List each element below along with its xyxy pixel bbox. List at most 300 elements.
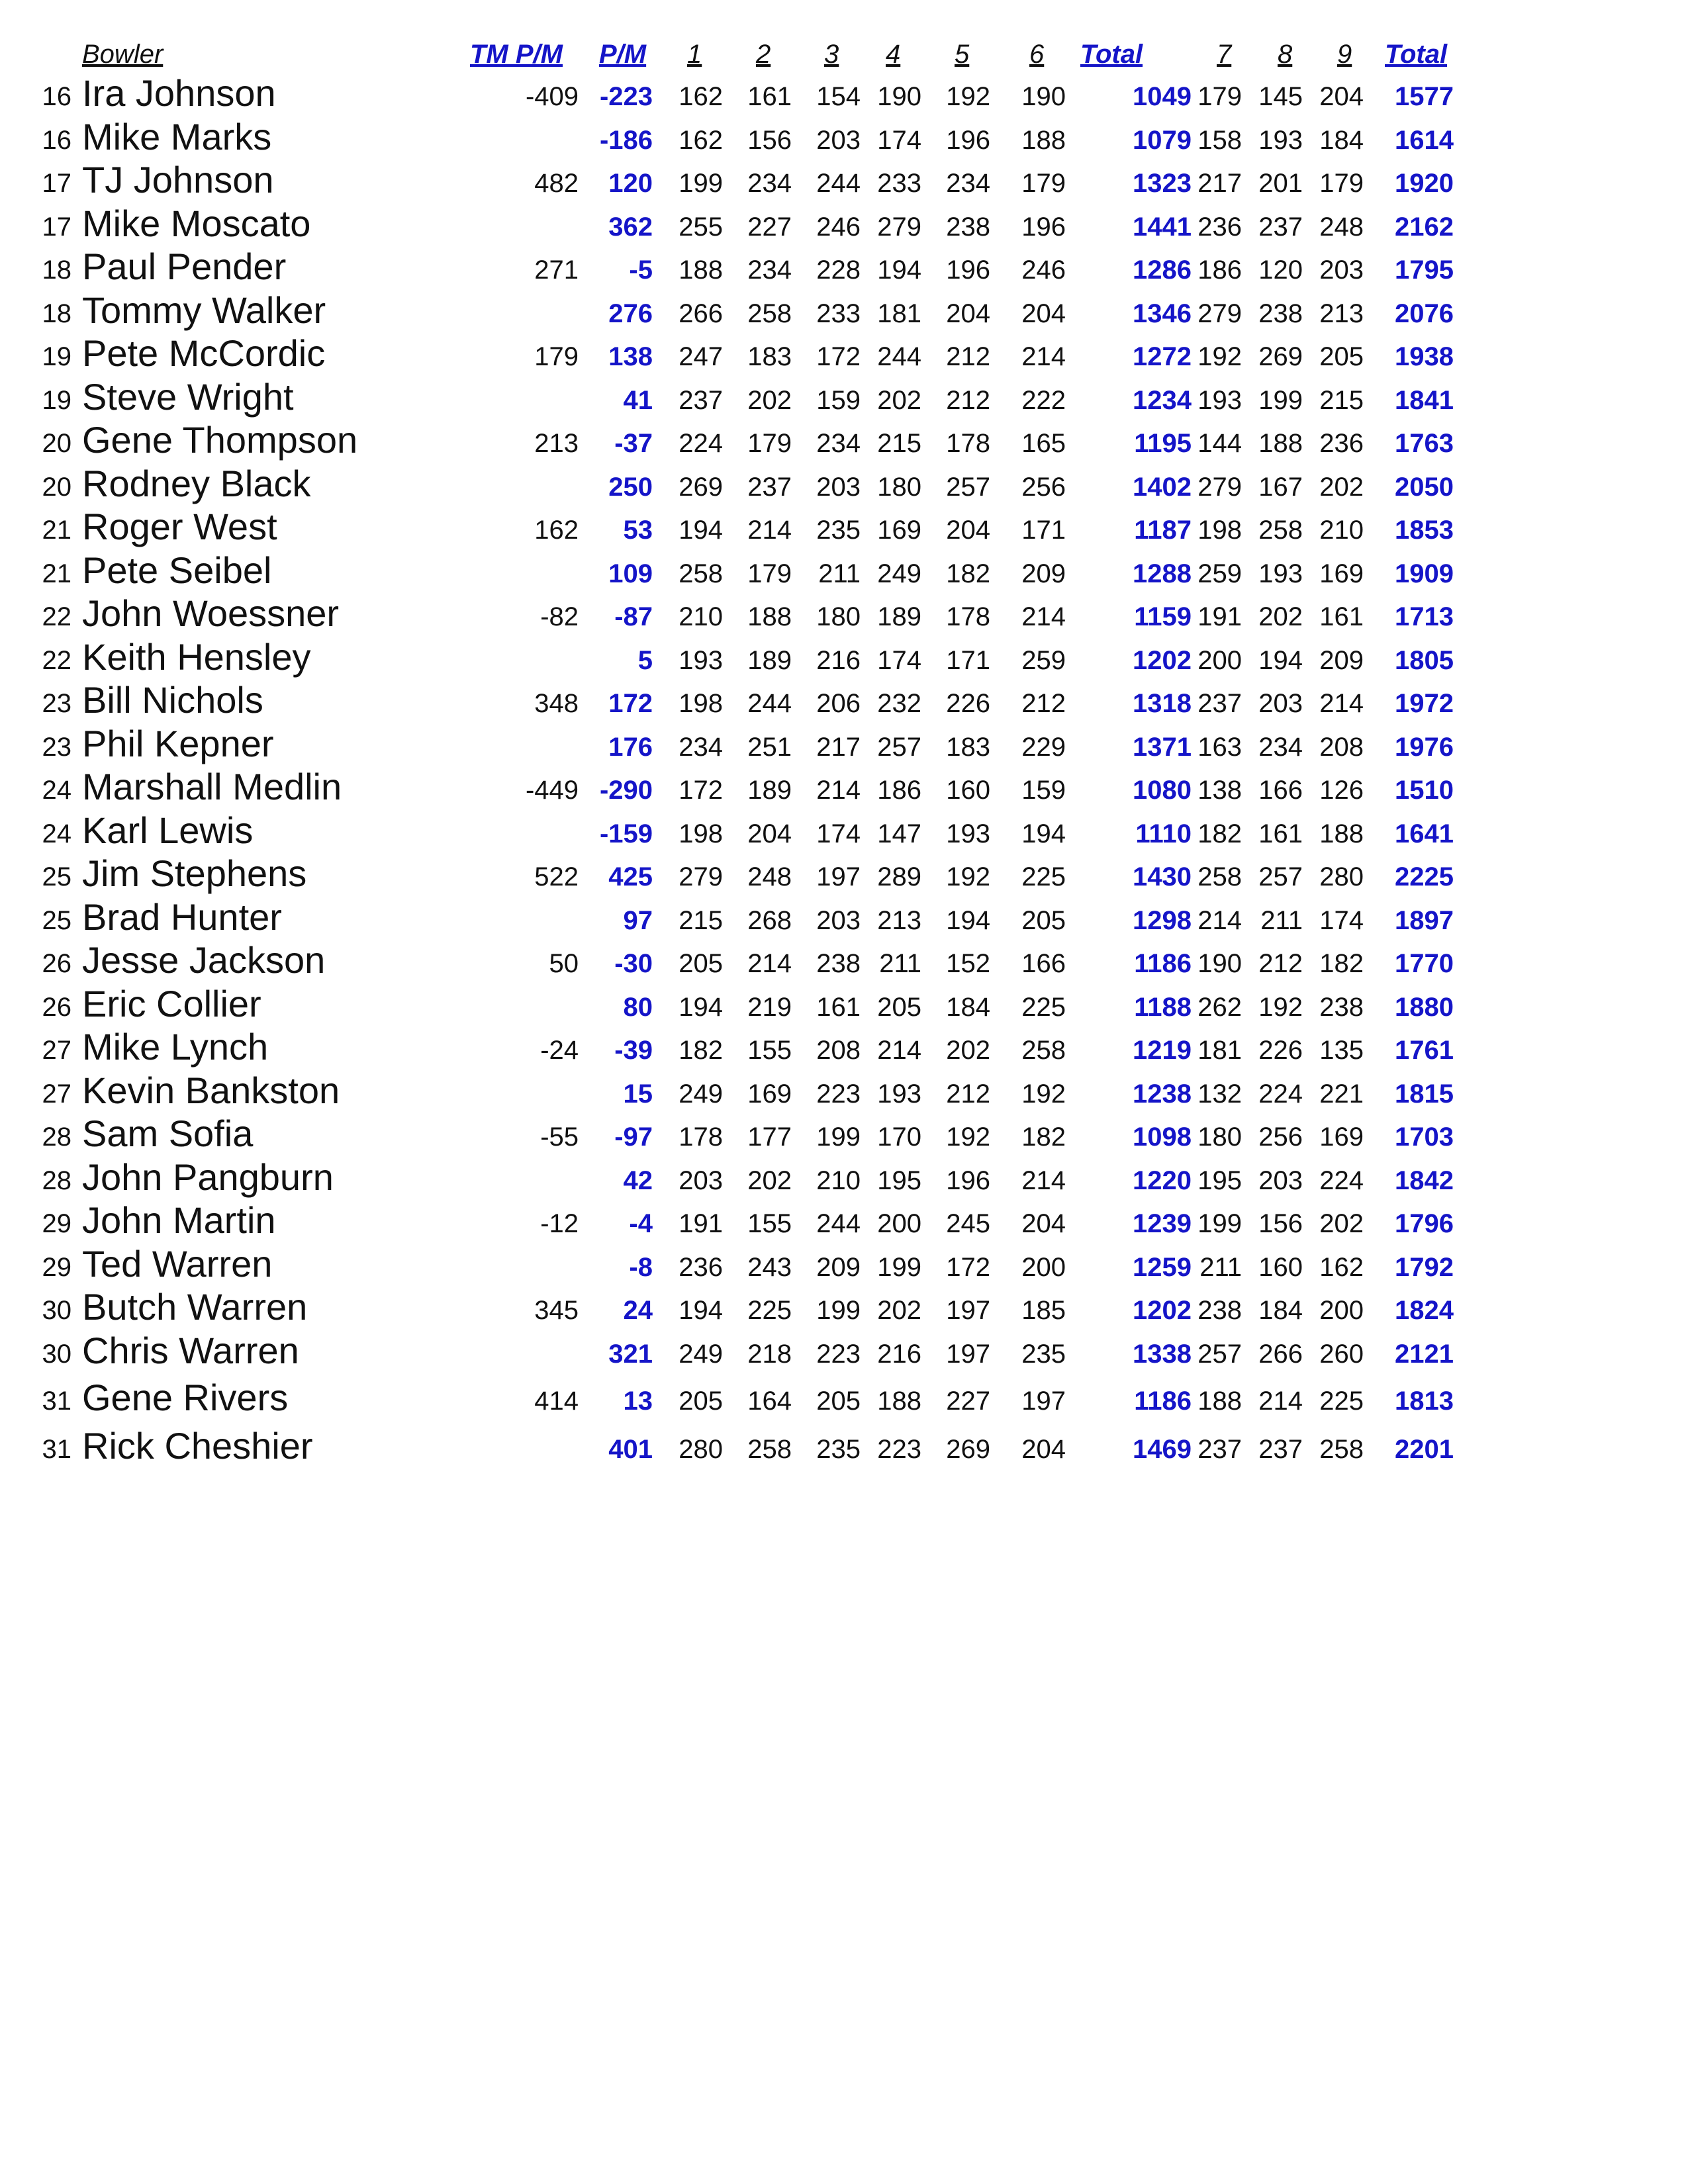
table-row (0, 940, 1688, 983)
row-game-4: 170 (877, 1122, 921, 1152)
row-plus-minus: -5 (629, 255, 653, 285)
row-game-8: 145 (1258, 82, 1303, 111)
row-game-5: 182 (946, 559, 990, 588)
row-game-6: 197 (1021, 1387, 1066, 1416)
row-game-8: 166 (1258, 776, 1303, 805)
row-game-7: 182 (1197, 819, 1242, 848)
row-game-3: 206 (816, 689, 861, 718)
row-bowler-name: Bill Nichols (82, 679, 263, 721)
row-game-7: 180 (1197, 1122, 1242, 1152)
row-game-4: 257 (877, 732, 921, 762)
row-game-1: 279 (679, 862, 723, 891)
row-game-6: 204 (1021, 1434, 1066, 1464)
row-game-3: 203 (816, 472, 861, 502)
row-game-8: 193 (1258, 559, 1303, 588)
row-game-5: 197 (946, 1296, 990, 1325)
row-game-6: 182 (1021, 1122, 1066, 1152)
row-game-2: 156 (747, 125, 792, 155)
row-team-plus-minus: 345 (534, 1296, 579, 1325)
row-game-7: 257 (1197, 1339, 1242, 1369)
row-total-nine: 1641 (1395, 819, 1454, 848)
row-game-1: 172 (679, 776, 723, 805)
row-game-2: 204 (747, 819, 792, 848)
row-game-1: 236 (679, 1252, 723, 1282)
row-game-5: 152 (946, 949, 990, 978)
row-game-4: 174 (877, 645, 921, 675)
row-game-7: 237 (1197, 1434, 1242, 1464)
row-game-7: 238 (1197, 1296, 1242, 1325)
row-game-6: 209 (1021, 559, 1066, 588)
row-rank: 18 (42, 298, 71, 328)
row-game-1: 205 (679, 949, 723, 978)
row-game-4: 249 (877, 559, 921, 588)
row-bowler-name: Marshall Medlin (82, 766, 342, 807)
row-game-1: 162 (679, 82, 723, 111)
row-total-six: 1371 (1133, 732, 1192, 762)
row-game-4: 213 (877, 905, 921, 935)
row-game-4: 190 (877, 82, 921, 111)
row-team-plus-minus: 50 (549, 949, 579, 978)
row-game-9: 174 (1319, 905, 1364, 935)
row-game-4: 199 (877, 1252, 921, 1282)
row-bowler-name: Eric Collier (82, 982, 261, 1024)
row-plus-minus: 176 (608, 732, 653, 762)
row-game-4: 232 (877, 689, 921, 718)
row-rank: 21 (42, 516, 71, 545)
row-game-4: 181 (877, 298, 921, 328)
table-row (0, 680, 1688, 723)
row-game-5: 226 (946, 689, 990, 718)
row-game-1: 205 (679, 1387, 723, 1416)
row-bowler-name: Rick Cheshier (82, 1424, 313, 1467)
row-game-6: 214 (1021, 1165, 1066, 1195)
row-game-3: 208 (816, 1036, 861, 1065)
row-game-5: 234 (946, 169, 990, 198)
row-bowler-name: TJ Johnson (82, 159, 274, 201)
row-game-6: 212 (1021, 689, 1066, 718)
row-total-nine: 1897 (1395, 905, 1454, 935)
row-game-8: 120 (1258, 255, 1303, 285)
row-game-6: 179 (1021, 169, 1066, 198)
row-game-1: 194 (679, 992, 723, 1022)
row-total-six: 1238 (1133, 1079, 1192, 1109)
row-game-1: 224 (679, 429, 723, 458)
row-total-six: 1049 (1133, 82, 1192, 111)
row-game-1: 249 (679, 1339, 723, 1369)
row-game-1: 191 (679, 1209, 723, 1238)
row-total-nine: 2225 (1395, 862, 1454, 891)
row-game-4: 147 (877, 819, 921, 848)
header-game-8: 8 (1278, 40, 1293, 69)
row-bowler-name: Mike Lynch (82, 1026, 269, 1068)
row-game-3: 228 (816, 255, 861, 285)
row-plus-minus: 41 (623, 385, 653, 415)
row-game-2: 237 (747, 472, 792, 502)
row-game-5: 204 (946, 298, 990, 328)
row-game-8: 188 (1258, 429, 1303, 458)
table-row (0, 506, 1688, 550)
row-rank: 28 (42, 1122, 71, 1152)
table-row (0, 203, 1688, 247)
table-row (0, 810, 1688, 854)
row-game-1: 188 (679, 255, 723, 285)
row-plus-minus: 109 (608, 559, 653, 588)
row-game-9: 179 (1319, 169, 1364, 198)
row-game-6: 165 (1021, 429, 1066, 458)
row-game-2: 161 (747, 82, 792, 111)
row-bowler-name: Karl Lewis (82, 809, 254, 851)
row-game-8: 160 (1258, 1252, 1303, 1282)
row-game-2: 251 (747, 732, 792, 762)
row-total-six: 1234 (1133, 385, 1192, 415)
row-game-4: 200 (877, 1209, 921, 1238)
table-row (0, 377, 1688, 420)
row-game-2: 214 (747, 516, 792, 545)
row-rank: 26 (42, 992, 71, 1022)
row-game-4: 211 (879, 949, 921, 978)
header-game-9: 9 (1337, 40, 1352, 69)
row-rank: 30 (42, 1339, 71, 1369)
row-game-7: 211 (1199, 1252, 1242, 1282)
row-game-7: 259 (1197, 559, 1242, 588)
header-game-6: 6 (1029, 40, 1045, 69)
row-game-5: 238 (946, 212, 990, 242)
row-plus-minus: -30 (614, 949, 653, 978)
header-game-1: 1 (687, 40, 702, 69)
row-game-8: 238 (1258, 298, 1303, 328)
row-total-six: 1338 (1133, 1339, 1192, 1369)
row-game-5: 212 (946, 1079, 990, 1109)
row-game-3: 172 (816, 342, 861, 371)
row-rank: 23 (42, 732, 71, 762)
row-plus-minus: 138 (608, 342, 653, 371)
row-game-9: 280 (1319, 862, 1364, 891)
row-game-2: 188 (747, 602, 792, 631)
row-rank: 26 (42, 949, 71, 978)
row-game-1: 198 (679, 689, 723, 718)
row-game-7: 181 (1197, 1036, 1242, 1065)
row-total-nine: 1703 (1395, 1122, 1454, 1152)
row-plus-minus: 172 (608, 689, 653, 718)
row-total-nine: 1805 (1395, 645, 1454, 675)
row-total-nine: 1815 (1395, 1079, 1454, 1109)
row-total-six: 1186 (1134, 1387, 1192, 1416)
row-game-3: 235 (816, 516, 861, 545)
row-total-six: 1219 (1133, 1036, 1192, 1065)
row-team-plus-minus: 162 (534, 516, 579, 545)
row-total-six: 1187 (1134, 516, 1192, 545)
row-game-6: 246 (1021, 255, 1066, 285)
row-plus-minus: 53 (623, 516, 653, 545)
row-game-1: 193 (679, 645, 723, 675)
row-rank: 23 (42, 689, 71, 718)
row-team-plus-minus: -55 (540, 1122, 579, 1152)
row-game-1: 215 (679, 905, 723, 935)
row-game-7: 199 (1197, 1209, 1242, 1238)
row-total-six: 1110 (1135, 819, 1192, 848)
row-game-3: 205 (816, 1387, 861, 1416)
row-game-3: 154 (816, 82, 861, 111)
row-plus-minus: 120 (608, 169, 653, 198)
row-game-6: 194 (1021, 819, 1066, 848)
row-game-1: 269 (679, 472, 723, 502)
row-game-2: 244 (747, 689, 792, 718)
row-game-7: 237 (1197, 689, 1242, 718)
row-game-5: 202 (946, 1036, 990, 1065)
row-game-5: 197 (946, 1339, 990, 1369)
row-game-5: 192 (946, 1122, 990, 1152)
table-row (0, 593, 1688, 637)
row-total-nine: 1763 (1395, 429, 1454, 458)
row-game-8: 212 (1258, 949, 1303, 978)
row-game-9: 209 (1319, 645, 1364, 675)
row-game-4: 188 (877, 1387, 921, 1416)
row-game-1: 247 (679, 342, 723, 371)
row-plus-minus: 15 (623, 1079, 653, 1109)
table-row (0, 463, 1688, 507)
table-row (0, 246, 1688, 290)
row-rank: 31 (42, 1434, 71, 1464)
row-game-2: 248 (747, 862, 792, 891)
row-game-2: 189 (747, 645, 792, 675)
row-game-8: 194 (1258, 645, 1303, 675)
table-row (0, 550, 1688, 594)
table-row (0, 853, 1688, 897)
row-rank: 25 (42, 862, 71, 891)
header-game-2: 2 (756, 40, 771, 69)
row-game-4: 233 (877, 169, 921, 198)
row-game-6: 229 (1021, 732, 1066, 762)
row-game-1: 194 (679, 1296, 723, 1325)
row-team-plus-minus: -24 (540, 1036, 579, 1065)
row-game-6: 159 (1021, 776, 1066, 805)
row-game-6: 222 (1021, 385, 1066, 415)
row-total-six: 1469 (1133, 1434, 1192, 1464)
row-plus-minus: 425 (608, 862, 653, 891)
row-game-9: 126 (1319, 776, 1364, 805)
row-game-5: 196 (946, 125, 990, 155)
row-game-3: 161 (816, 992, 861, 1022)
row-game-2: 258 (747, 1434, 792, 1464)
row-game-7: 158 (1197, 125, 1242, 155)
row-game-6: 259 (1021, 645, 1066, 675)
row-game-5: 269 (946, 1434, 990, 1464)
row-game-5: 171 (946, 645, 990, 675)
row-rank: 17 (42, 212, 71, 242)
row-game-5: 257 (946, 472, 990, 502)
row-game-3: 199 (816, 1122, 861, 1152)
row-team-plus-minus: 213 (534, 429, 579, 458)
row-rank: 27 (42, 1079, 71, 1109)
row-game-3: 199 (816, 1296, 861, 1325)
row-total-nine: 1510 (1395, 776, 1454, 805)
row-bowler-name: Paul Pender (82, 246, 287, 287)
row-game-5: 178 (946, 602, 990, 631)
row-total-six: 1286 (1133, 255, 1192, 285)
row-plus-minus: -97 (614, 1122, 653, 1152)
row-total-six: 1318 (1133, 689, 1192, 718)
header-game-5: 5 (955, 40, 970, 69)
row-bowler-name: Butch Warren (82, 1286, 308, 1328)
row-rank: 18 (42, 255, 71, 285)
row-plus-minus: 80 (623, 992, 653, 1022)
row-game-3: 180 (816, 602, 861, 631)
row-total-six: 1259 (1133, 1252, 1192, 1282)
row-game-9: 208 (1319, 732, 1364, 762)
row-plus-minus: 250 (608, 472, 653, 502)
row-game-6: 188 (1021, 125, 1066, 155)
row-team-plus-minus: -12 (540, 1209, 579, 1238)
row-game-4: 193 (877, 1079, 921, 1109)
row-total-nine: 1972 (1395, 689, 1454, 718)
row-game-8: 203 (1258, 1165, 1303, 1195)
row-game-3: 214 (816, 776, 861, 805)
row-plus-minus: 401 (608, 1434, 653, 1464)
header-game-4: 4 (886, 40, 901, 69)
row-game-4: 189 (877, 602, 921, 631)
row-total-six: 1202 (1133, 645, 1192, 675)
row-game-7: 132 (1197, 1079, 1242, 1109)
row-game-8: 269 (1258, 342, 1303, 371)
row-game-5: 227 (946, 1387, 990, 1416)
row-game-1: 194 (679, 516, 723, 545)
row-game-4: 216 (877, 1339, 921, 1369)
row-plus-minus: 97 (623, 905, 653, 935)
row-game-8: 234 (1258, 732, 1303, 762)
row-bowler-name: Brad Hunter (82, 895, 282, 938)
row-game-7: 258 (1197, 862, 1242, 891)
row-game-6: 166 (1021, 949, 1066, 978)
row-game-2: 268 (747, 905, 792, 935)
row-game-9: 169 (1319, 559, 1364, 588)
row-game-7: 186 (1197, 255, 1242, 285)
row-game-8: 214 (1258, 1387, 1303, 1416)
row-game-8: 237 (1258, 1434, 1303, 1464)
row-game-1: 249 (679, 1079, 723, 1109)
row-total-six: 1080 (1133, 776, 1192, 805)
row-game-3: 174 (816, 819, 861, 848)
table-row (0, 1287, 1688, 1330)
row-game-6: 192 (1021, 1079, 1066, 1109)
row-total-six: 1202 (1133, 1296, 1192, 1325)
row-game-8: 266 (1258, 1339, 1303, 1369)
row-game-5: 192 (946, 82, 990, 111)
table-row (0, 1200, 1688, 1244)
table-row (0, 1026, 1688, 1070)
row-game-5: 160 (946, 776, 990, 805)
row-game-9: 210 (1319, 516, 1364, 545)
row-total-nine: 1792 (1395, 1252, 1454, 1282)
row-game-5: 212 (946, 342, 990, 371)
table-row (0, 116, 1688, 160)
row-rank: 19 (42, 385, 71, 415)
row-game-4: 244 (877, 342, 921, 371)
header-game-7: 7 (1217, 40, 1232, 69)
row-game-8: 167 (1258, 472, 1303, 502)
row-game-5: 172 (946, 1252, 990, 1282)
row-game-5: 196 (946, 255, 990, 285)
row-total-nine: 1841 (1395, 385, 1454, 415)
row-game-2: 155 (747, 1209, 792, 1238)
row-team-plus-minus: -449 (525, 776, 579, 805)
row-rank: 16 (42, 82, 71, 111)
row-rank: 30 (42, 1296, 71, 1325)
row-game-7: 195 (1197, 1165, 1242, 1195)
row-game-6: 196 (1021, 212, 1066, 242)
row-team-plus-minus: 414 (534, 1387, 579, 1416)
row-game-5: 183 (946, 732, 990, 762)
header-team-plus-minus: TM P/M (470, 40, 563, 69)
row-game-8: 199 (1258, 385, 1303, 415)
row-rank: 29 (42, 1252, 71, 1282)
row-bowler-name: Roger West (82, 506, 277, 547)
row-plus-minus: -37 (614, 429, 653, 458)
row-game-2: 179 (747, 559, 792, 588)
row-game-9: 182 (1319, 949, 1364, 978)
table-row (0, 1113, 1688, 1157)
row-game-3: 223 (816, 1079, 861, 1109)
row-game-1: 178 (679, 1122, 723, 1152)
row-game-3: 209 (816, 1252, 861, 1282)
row-game-6: 235 (1021, 1339, 1066, 1369)
row-team-plus-minus: -409 (525, 82, 579, 111)
table-row (0, 1330, 1688, 1374)
row-game-3: 197 (816, 862, 861, 891)
row-game-9: 204 (1319, 82, 1364, 111)
table-row (0, 1426, 1688, 1469)
row-team-plus-minus: 348 (534, 689, 579, 718)
row-game-1: 203 (679, 1165, 723, 1195)
row-total-six: 1188 (1134, 992, 1192, 1022)
row-game-7: 179 (1197, 82, 1242, 111)
row-total-nine: 2201 (1395, 1434, 1454, 1464)
row-game-1: 234 (679, 732, 723, 762)
row-game-5: 194 (946, 905, 990, 935)
row-total-six: 1298 (1133, 905, 1192, 935)
row-bowler-name: Pete McCordic (82, 332, 326, 374)
row-bowler-name: John Pangburn (82, 1156, 334, 1198)
row-game-1: 199 (679, 169, 723, 198)
row-game-6: 204 (1021, 298, 1066, 328)
row-plus-minus: -223 (599, 82, 653, 111)
row-game-8: 184 (1258, 1296, 1303, 1325)
row-total-six: 1195 (1134, 429, 1192, 458)
header-game-3: 3 (824, 40, 839, 69)
header-plus-minus: P/M (599, 40, 647, 69)
row-game-5: 178 (946, 429, 990, 458)
row-total-six: 1346 (1133, 298, 1192, 328)
row-game-7: 188 (1197, 1387, 1242, 1416)
row-game-4: 202 (877, 385, 921, 415)
table-row (0, 897, 1688, 940)
row-rank: 19 (42, 342, 71, 371)
row-game-2: 234 (747, 255, 792, 285)
row-game-2: 258 (747, 298, 792, 328)
row-plus-minus: 276 (608, 298, 653, 328)
row-game-1: 198 (679, 819, 723, 848)
row-game-9: 225 (1319, 1387, 1364, 1416)
row-plus-minus: 13 (623, 1387, 653, 1416)
row-game-9: 162 (1319, 1252, 1364, 1282)
row-total-nine: 1761 (1395, 1036, 1454, 1065)
row-game-8: 202 (1258, 602, 1303, 631)
row-game-7: 193 (1197, 385, 1242, 415)
row-bowler-name: Phil Kepner (82, 722, 274, 764)
row-game-8: 258 (1258, 516, 1303, 545)
row-game-6: 225 (1021, 992, 1066, 1022)
row-game-9: 200 (1319, 1296, 1364, 1325)
row-bowler-name: Pete Seibel (82, 549, 272, 591)
